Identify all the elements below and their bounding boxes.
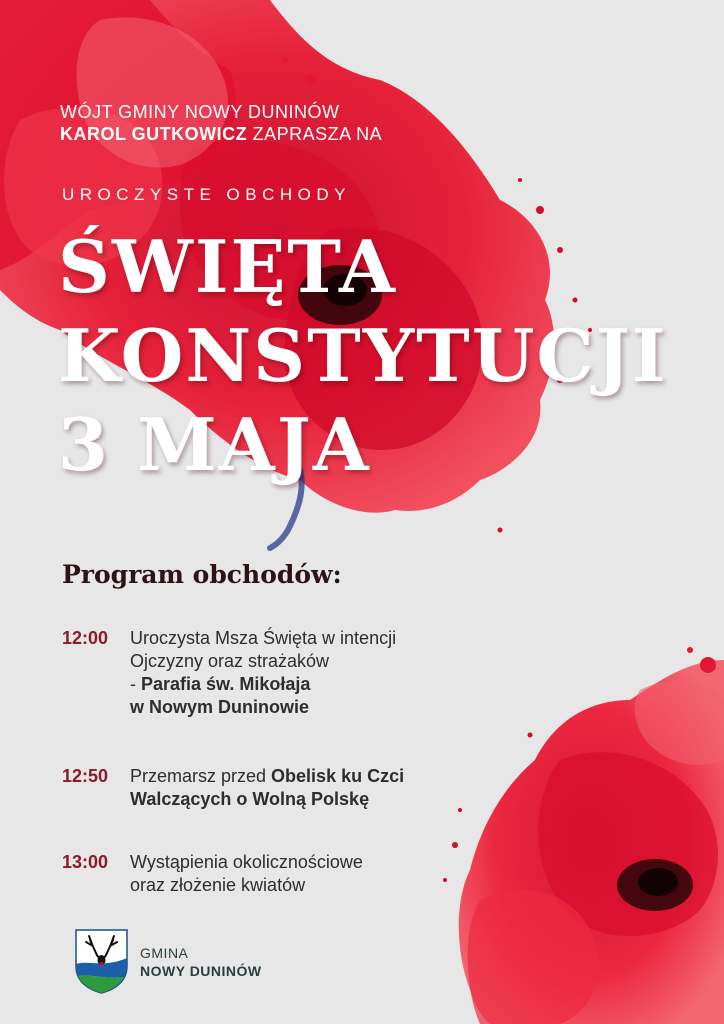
program-item-1-parish: Parafia św. Mikołaja [141,674,311,694]
program-item-2-time: 12:50 [62,766,109,786]
event-subtitle: UROCZYSTE OBCHODY [62,185,352,204]
logo-text-name: NOWY DUNINÓW [140,963,262,979]
title-line-3: 3 MAJA [58,402,371,487]
gmina-logo-text [140,944,262,980]
title-line-2: KONSTYTUCJI [58,313,668,398]
program-item-1-dash: - [130,674,141,694]
program-item-1-time: 12:00 [62,628,109,648]
program-item-3-line-1: Wystąpienia okolicznościowe [130,852,363,872]
program-item-2-prefix: Przemarsz przed [130,766,272,786]
program-item-1-line-2: Ojczyzny oraz strażaków [130,651,330,671]
inviter-block [60,101,382,145]
program-item-3-line-2: oraz złożenie kwiatów [130,875,306,895]
inviter-title: WÓJT GMINY NOWY DUNINÓW [60,102,340,122]
program-item-1-description [130,627,490,719]
gmina-coat-of-arms-icon [74,928,129,994]
program-item-1-line-1: Uroczysta Msza Święta w intencji [130,628,397,648]
event-title [58,222,668,489]
program-item-3-description [130,851,490,897]
program-item-2-description [130,765,490,811]
program-item-1-location: w Nowym Duninowie [130,697,310,717]
program-item-2-obelisk: Obelisk ku Czci [271,766,405,786]
title-line-1: ŚWIĘTA [58,224,397,309]
logo-text-gmina: GMINA [140,945,189,961]
inviter-invites: ZAPRASZA NA [247,124,383,144]
program-heading: Program obchodów: [62,560,342,589]
inviter-name-line [60,123,382,145]
inviter-name: KAROL GUTKOWICZ [60,124,248,144]
program-item-2-obelisk-cont: Walczących o Wolną Polskę [130,789,370,809]
program-item-3-time: 13:00 [62,852,109,872]
